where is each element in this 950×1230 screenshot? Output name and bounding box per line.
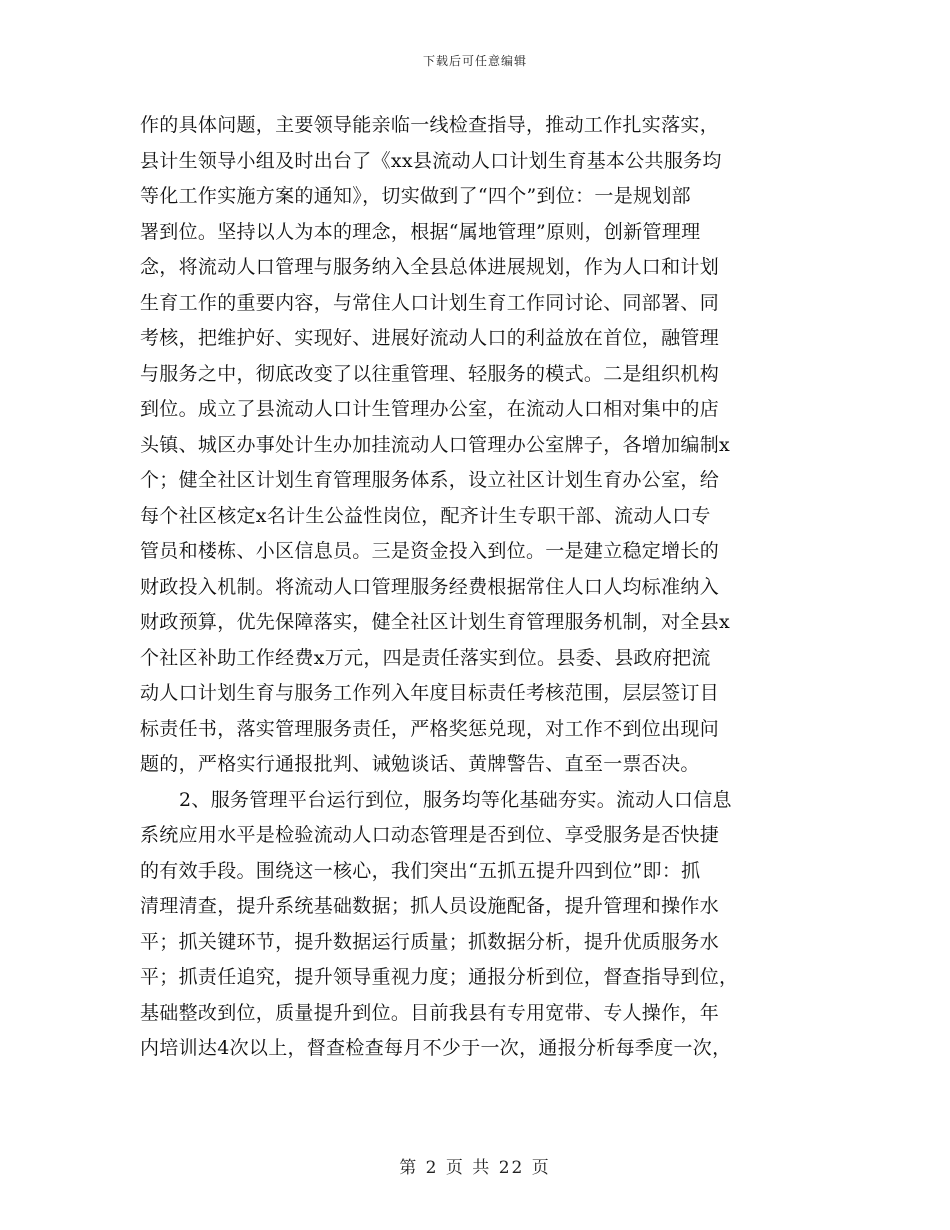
text-line: 考核，把维护好、实现好、进展好流动人口的利益放在首位，融管理 xyxy=(140,327,720,349)
text-line: 作的具体问题，主要领导能亲临一线检查指导，推动工作扎实落实， xyxy=(140,114,720,136)
text-line: 财政预算，优先保障落实，健全社区计划生育管理服务机制，对全县x xyxy=(140,611,731,633)
text-line: 等化工作实施方案的通知》，切实做到了“四个”到位：一是规划部 xyxy=(140,185,691,207)
text-line: 内培训达4次以上，督查检查每月不少于一次，通报分析每季度一次， xyxy=(140,1037,732,1059)
text-line: 到位。成立了县流动人口计生管理办公室，在流动人口相对集中的店 xyxy=(140,398,720,420)
text-line: 的有效手段。围绕这一核心，我们突出“五抓五提升四到位”即：抓 xyxy=(140,859,701,882)
text-line: 个；健全社区计划生育管理服务体系，设立社区计划生育办公室，给 xyxy=(140,469,720,491)
document-body xyxy=(140,108,815,1067)
text-line: 清理清查，提升系统基础数据；抓人员设施配备，提升管理和操作水 xyxy=(140,895,720,917)
paragraph-start-line: 2、服务管理平台运行到位，服务均等化基础夯实。流动人口信息 xyxy=(179,788,732,811)
page-number-footer: 第 2 页 共 22 页 xyxy=(399,1158,551,1178)
text-line: 标责任书，落实管理服务责任，严格奖惩兑现，对工作不到位出现问 xyxy=(140,717,720,740)
text-line: 管员和楼栋、小区信息员。三是资金投入到位。一是建立稳定增长的 xyxy=(140,540,720,562)
text-line: 系统应用水平是检验流动人口动态管理是否到位、享受服务是否快捷 xyxy=(140,824,720,846)
text-line: 念，将流动人口管理与服务纳入全县总体进展规划，作为人口和计划 xyxy=(140,256,720,278)
text-line: 头镇、城区办事处计生办加挂流动人口管理办公室牌子，各增加编制x xyxy=(140,433,731,456)
page-header: 下载后可任意编辑 xyxy=(422,54,527,68)
text-line: 动人口计划生育与服务工作列入年度目标责任考核范围，层层签订目 xyxy=(140,682,720,704)
text-line: 与服务之中，彻底改变了以往重管理、轻服务的模式。二是组织机构 xyxy=(140,362,720,385)
text-line: 基础整改到位，质量提升到位。目前我县有专用宽带、专人操作，年 xyxy=(140,1001,720,1024)
text-line: 署到位。坚持以人为本的理念，根据“属地管理”原则，创新管理理 xyxy=(140,220,701,243)
text-line: 生育工作的重要内容，与常住人口计划生育工作同讨论、同部署、同 xyxy=(140,291,720,314)
text-line: 题的，严格实行通报批判、诫勉谈话、黄牌警告、直至一票否决。 xyxy=(140,753,700,775)
text-line: 平；抓关键环节，提升数据运行质量；抓数据分析，提升优质服务水 xyxy=(140,930,720,953)
text-line: 县计生领导小组及时出台了《xx县流动人口计划生育基本公共服务均 xyxy=(140,149,722,172)
text-line: 个社区补助工作经费x万元，四是责任落实到位。县委、县政府把流 xyxy=(140,646,711,669)
text-line: 平；抓责任追究，提升领导重视力度；通报分析到位，督查指导到位， xyxy=(140,966,739,988)
text-line: 财政投入机制。将流动人口管理服务经费根据常住人口人均标准纳入 xyxy=(140,575,720,598)
text-line: 每个社区核定x名计生公益性岗位，配齐计生专职干部、流动人口专 xyxy=(140,504,711,527)
